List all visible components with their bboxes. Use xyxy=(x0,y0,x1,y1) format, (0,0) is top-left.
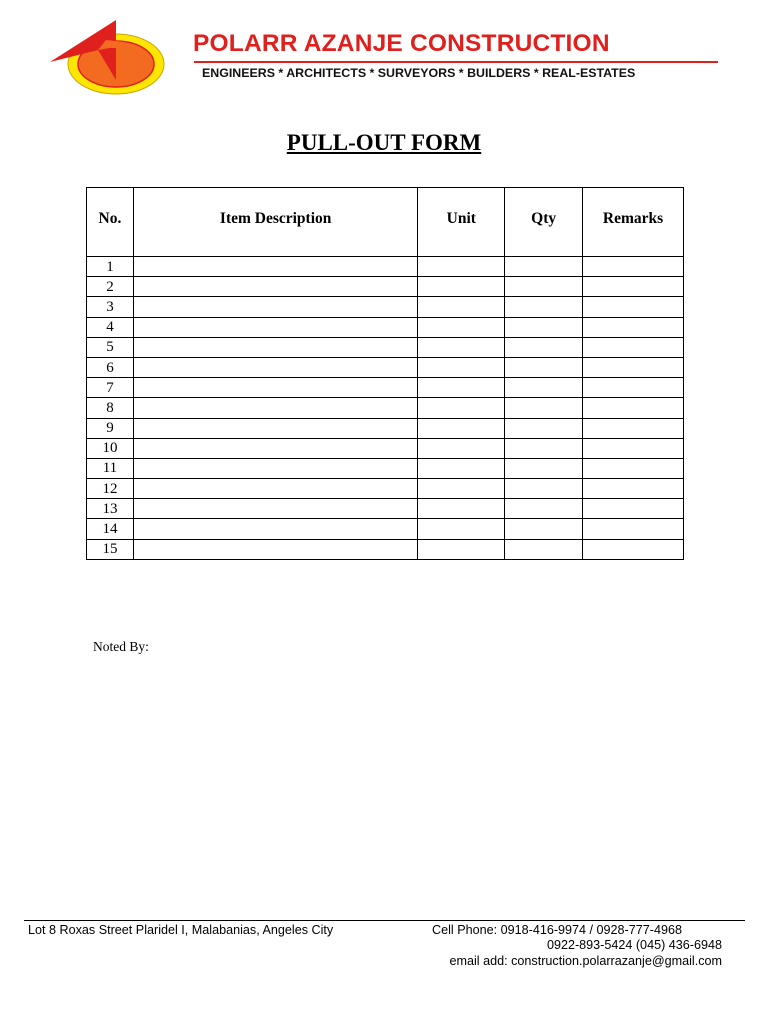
row-number: 1 xyxy=(87,257,134,277)
row-number: 2 xyxy=(87,277,134,297)
row-remarks[interactable] xyxy=(583,539,684,559)
row-unit[interactable] xyxy=(418,337,505,357)
row-unit[interactable] xyxy=(418,317,505,337)
row-unit[interactable] xyxy=(418,519,505,539)
table-row xyxy=(87,257,684,277)
footer-address: Lot 8 Roxas Street Plaridel I, Malabanias, Angeles City xyxy=(28,923,334,937)
row-qty[interactable] xyxy=(505,297,583,317)
row-remarks[interactable] xyxy=(583,337,684,357)
row-item-description[interactable] xyxy=(133,337,417,357)
row-qty[interactable] xyxy=(505,539,583,559)
table-header-row xyxy=(87,188,684,257)
row-qty[interactable] xyxy=(505,337,583,357)
row-number: 7 xyxy=(87,378,134,398)
row-qty[interactable] xyxy=(505,257,583,277)
row-unit[interactable] xyxy=(418,418,505,438)
header-divider xyxy=(194,61,718,63)
noted-by-label: Noted By: xyxy=(93,639,149,654)
row-unit[interactable] xyxy=(418,458,505,478)
row-number: 10 xyxy=(87,438,134,458)
row-qty[interactable] xyxy=(505,499,583,519)
row-item-description[interactable] xyxy=(133,438,417,458)
row-unit[interactable] xyxy=(418,297,505,317)
row-remarks[interactable] xyxy=(583,418,684,438)
footer-phone-2: 0922-893-5424 (045) 436-6948 xyxy=(546,938,722,952)
table-row xyxy=(87,317,684,337)
row-number: 3 xyxy=(87,297,134,317)
company-tagline: ENGINEERS * ARCHITECTS * SURVEYORS * BUILDERS * REAL-ESTATES xyxy=(202,66,636,80)
row-item-description[interactable] xyxy=(133,499,417,519)
row-remarks[interactable] xyxy=(583,458,684,478)
row-item-description[interactable] xyxy=(133,357,417,377)
row-unit[interactable] xyxy=(418,438,505,458)
row-number: 13 xyxy=(87,499,134,519)
row-item-description[interactable] xyxy=(133,519,417,539)
row-unit[interactable] xyxy=(418,539,505,559)
row-item-description[interactable] xyxy=(133,418,417,438)
row-qty[interactable] xyxy=(505,277,583,297)
row-remarks[interactable] xyxy=(583,499,684,519)
table-row xyxy=(87,337,684,357)
row-remarks[interactable] xyxy=(583,317,684,337)
row-number: 11 xyxy=(87,458,134,478)
table-row xyxy=(87,357,684,377)
row-number: 9 xyxy=(87,418,134,438)
row-unit[interactable] xyxy=(418,257,505,277)
row-remarks[interactable] xyxy=(583,357,684,377)
company-name: POLARR AZANJE CONSTRUCTION xyxy=(193,30,610,57)
row-number: 12 xyxy=(87,479,134,499)
row-item-description[interactable] xyxy=(133,539,417,559)
column-header-remarks: Remarks xyxy=(583,188,684,257)
company-logo xyxy=(48,18,168,98)
row-number: 4 xyxy=(87,317,134,337)
table-row xyxy=(87,438,684,458)
row-item-description[interactable] xyxy=(133,297,417,317)
pullout-table xyxy=(86,187,684,560)
footer-divider xyxy=(24,920,745,921)
row-unit[interactable] xyxy=(418,357,505,377)
row-number: 15 xyxy=(87,539,134,559)
table-row xyxy=(87,378,684,398)
table-row xyxy=(87,418,684,438)
row-unit[interactable] xyxy=(418,479,505,499)
footer-cell-phone: Cell Phone: 0918-416-9974 / 0928-777-4968 xyxy=(432,923,682,937)
row-item-description[interactable] xyxy=(133,479,417,499)
row-unit[interactable] xyxy=(418,499,505,519)
row-unit[interactable] xyxy=(418,378,505,398)
row-remarks[interactable] xyxy=(583,378,684,398)
row-number: 6 xyxy=(87,357,134,377)
column-header-unit: Unit xyxy=(418,188,505,257)
row-qty[interactable] xyxy=(505,418,583,438)
table-row xyxy=(87,519,684,539)
row-number: 8 xyxy=(87,398,134,418)
row-item-description[interactable] xyxy=(133,257,417,277)
column-header-qty: Qty xyxy=(505,188,583,257)
row-item-description[interactable] xyxy=(133,277,417,297)
row-qty[interactable] xyxy=(505,357,583,377)
row-remarks[interactable] xyxy=(583,257,684,277)
row-item-description[interactable] xyxy=(133,458,417,478)
row-unit[interactable] xyxy=(418,398,505,418)
row-qty[interactable] xyxy=(505,398,583,418)
row-number: 14 xyxy=(87,519,134,539)
row-qty[interactable] xyxy=(505,438,583,458)
row-item-description[interactable] xyxy=(133,378,417,398)
row-remarks[interactable] xyxy=(583,438,684,458)
table-row xyxy=(87,398,684,418)
table-row xyxy=(87,458,684,478)
row-remarks[interactable] xyxy=(583,277,684,297)
row-remarks[interactable] xyxy=(583,479,684,499)
table-row xyxy=(87,297,684,317)
row-qty[interactable] xyxy=(505,317,583,337)
table-row xyxy=(87,277,684,297)
row-item-description[interactable] xyxy=(133,398,417,418)
row-unit[interactable] xyxy=(418,277,505,297)
footer-email: email add: construction.polarrazanje@gmail.com xyxy=(449,954,722,968)
column-header-no: No. xyxy=(87,188,134,257)
row-item-description[interactable] xyxy=(133,317,417,337)
row-qty[interactable] xyxy=(505,519,583,539)
column-header-item-description: Item Description xyxy=(133,188,417,257)
table-row xyxy=(87,499,684,519)
row-remarks[interactable] xyxy=(583,398,684,418)
form-title: PULL-OUT FORM xyxy=(286,130,482,155)
row-remarks[interactable] xyxy=(583,519,684,539)
row-qty[interactable] xyxy=(505,378,583,398)
table-row xyxy=(87,539,684,559)
row-qty[interactable] xyxy=(505,479,583,499)
row-number: 5 xyxy=(87,337,134,357)
row-qty[interactable] xyxy=(505,458,583,478)
table-row xyxy=(87,479,684,499)
row-remarks[interactable] xyxy=(583,297,684,317)
